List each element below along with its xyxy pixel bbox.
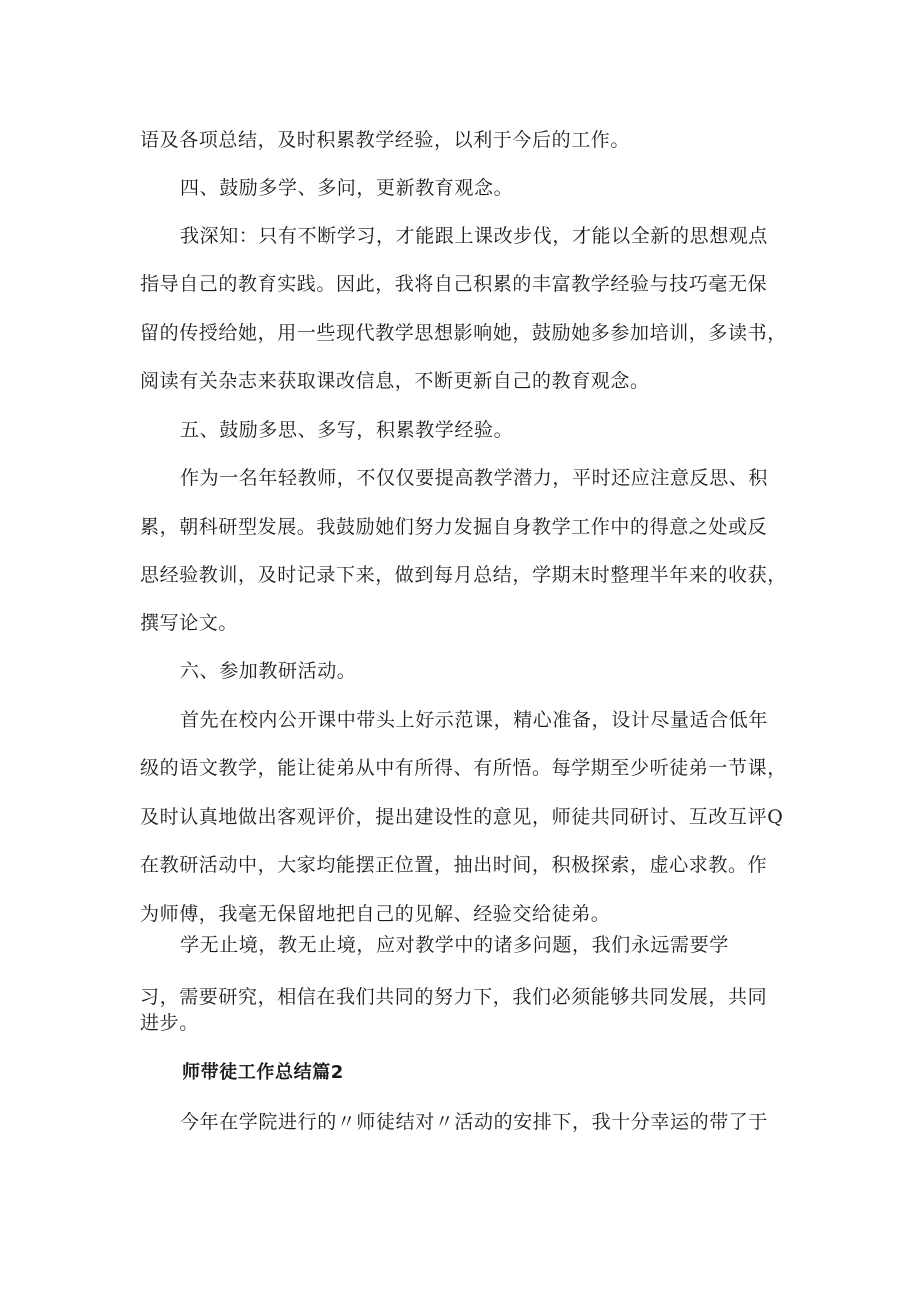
- text-line: 指导自己的教育实践。因此，我将自己积累的丰富教学经验与技巧毫无保: [140, 273, 768, 295]
- text-line: 作为一名年轻教师，不仅仅要提高教学潜力，平时还应注意反思、积: [180, 467, 769, 489]
- text-line: 及时认真地做出客观评价，提出建设性的意见，师徒共同研讨、互改互评Q: [140, 806, 784, 828]
- text-line: 在教研活动中，大家均能摆正位置，抽出时间，积极探索，虚心求教。作: [140, 854, 768, 876]
- text-line: 累，朝科研型发展。我鼓励她们努力发掘自身教学工作中的得意之处或反: [140, 516, 768, 538]
- text-line: 语及各项总结，及时积累教学经验，以利于今后的工作。: [140, 129, 631, 151]
- text-line: 为师傅，我毫无保留地把自己的见解、经验交给徒弟。: [140, 903, 611, 925]
- text-line: 今年在学院进行的〃师徒结对〃活动的安排下，我十分幸运的带了于: [180, 1111, 769, 1133]
- text-line: 进步。: [140, 1012, 199, 1034]
- text-line: 撰写论文。: [140, 612, 239, 634]
- text-line: 级的语文教学，能让徒弟从中有所得、有所悟。每学期至少听徒弟一节课，: [140, 757, 787, 779]
- text-line: 学无止境，教无止境，应对教学中的诸多问题，我们永远需要学: [180, 934, 729, 956]
- text-line: 思经验教训，及时记录下来，做到每月总结，学期末时整理半年来的收获，: [140, 564, 787, 586]
- text-line: 我深知：只有不断学习，才能跟上课改步伐，才能以全新的思想观点: [180, 225, 769, 247]
- text-line: 习，需要研究，相信在我们共同的努力下，我们必须能够共同发展，共同: [140, 986, 768, 1008]
- text-line: 首先在校内公开课中带头上好示范课，精心准备，设计尽量适合低年: [180, 709, 769, 731]
- section-heading: 四、鼓励多学、多问，更新教育观念。: [180, 177, 514, 199]
- article-title: 师带徒工作总结篇2: [182, 1062, 344, 1083]
- text-line: 阅读有关杂志来获取课改信息，不断更新自己的教育观念。: [140, 370, 650, 392]
- section-heading: 五、鼓励多思、多写，积累教学经验。: [180, 419, 514, 441]
- section-heading: 六、参加教研活动。: [180, 660, 357, 682]
- text-line: 留的传授给她，用一些现代教学思想影响她，鼓励她多参加培训，多读书，: [140, 322, 787, 344]
